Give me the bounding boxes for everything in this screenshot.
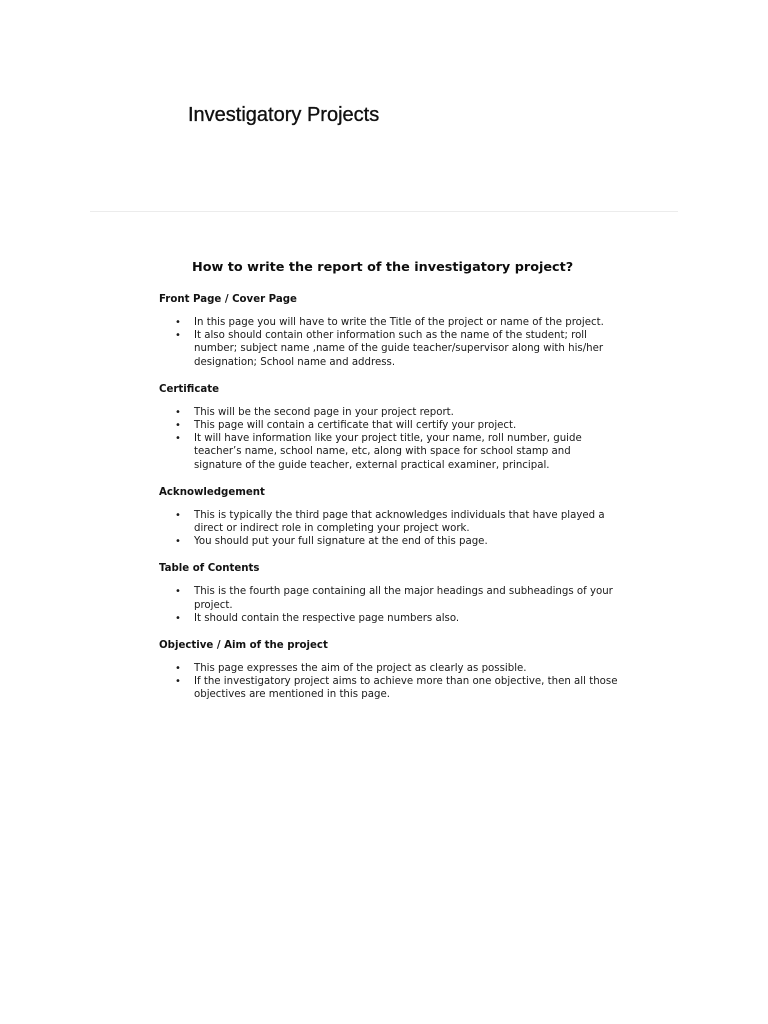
divider (90, 211, 678, 212)
section-title: Certificate (159, 383, 220, 395)
list-item (159, 432, 619, 472)
list-item-text: It should contain the respective page numbers also. (194, 612, 460, 624)
section-title: Table of Contents (159, 563, 260, 575)
list-item (159, 675, 619, 701)
bullet-list (159, 662, 619, 702)
bullet-icon: • (175, 663, 181, 675)
bullet-icon: • (175, 330, 181, 342)
bullet-icon: • (175, 433, 181, 445)
bullet-icon: • (175, 317, 181, 328)
section-title: Acknowledgement (159, 486, 265, 498)
list-item (159, 329, 619, 369)
list-item (159, 585, 619, 611)
list-item (159, 509, 619, 535)
list-item (159, 612, 619, 625)
section-title: Objective / Aim of the project (159, 640, 328, 652)
bullet-list (159, 509, 619, 549)
list-item (159, 419, 619, 432)
bullet-icon: • (175, 536, 181, 548)
bullet-list (159, 406, 619, 472)
list-item-text: It also should contain other information such as the name of the student; roll number; subject name ,name of the guide teacher/supervisor along with his/her designation; School name and address. (194, 330, 604, 368)
bullet-icon: • (175, 420, 181, 432)
section-certificate (159, 384, 619, 472)
list-item (159, 406, 619, 419)
bullet-icon: • (175, 509, 181, 521)
list-item (159, 662, 619, 675)
bullet-list (159, 316, 619, 369)
list-item-text: This page expresses the aim of the project as clearly as possible. (194, 663, 527, 675)
bullet-icon: • (175, 406, 181, 418)
bullet-icon: • (175, 612, 181, 624)
bullet-list (159, 585, 619, 625)
section-table-of-contents (159, 563, 619, 625)
section-acknowledgement (159, 487, 619, 549)
list-item (159, 316, 619, 329)
section-objective (159, 640, 619, 702)
page-title: Investigatory Projects (188, 104, 380, 126)
list-item-text: This page will contain a certificate that will certify your project. (194, 420, 517, 432)
list-item-text: It will have information like your project title, your name, roll number, guide teacher’s name, school name, etc, along with space for school stamp and signature of the guide teacher, external practical examiner, principal. (194, 433, 582, 471)
list-item-text: You should put your full signature at the end of this page. (194, 536, 488, 548)
bullet-icon: • (175, 586, 181, 598)
bullet-icon: • (175, 676, 181, 688)
document-heading: How to write the report of the investigatory project? (192, 260, 574, 275)
list-item-text: This is the fourth page containing all the major headings and subheadings of your project. (194, 586, 613, 611)
document-image (159, 260, 619, 702)
list-item-text: This is typically the third page that acknowledges individuals that have played a direct or indirect role in completing your project work. (194, 509, 605, 535)
section-front-page (159, 294, 619, 369)
list-item-text: In this page you will have to write the Title of the project or name of the project. (194, 317, 604, 328)
list-item (159, 535, 619, 548)
section-title: Front Page / Cover Page (159, 294, 297, 305)
list-item-text: If the investigatory project aims to achieve more than one objective, then all those objectives are mentioned in this page. (194, 676, 618, 701)
list-item-text: This will be the second page in your project report. (194, 406, 454, 418)
